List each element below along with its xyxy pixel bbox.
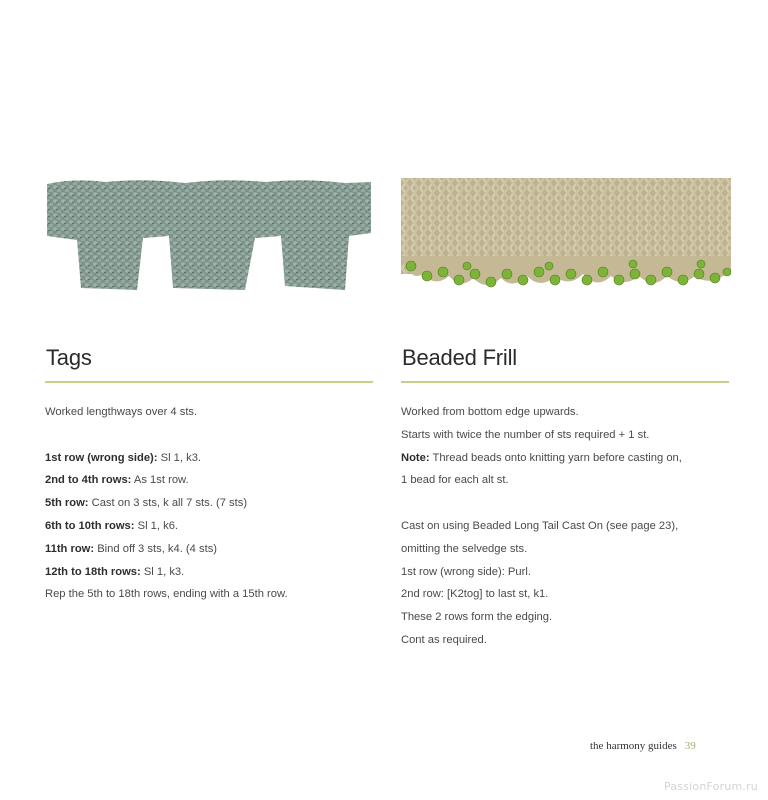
instruction-line bbox=[401, 606, 731, 629]
instruction-line bbox=[45, 561, 375, 584]
tags-edging-photo bbox=[45, 178, 372, 296]
instruction-line bbox=[45, 538, 375, 561]
instruction-line bbox=[45, 469, 375, 492]
row-text: Sl 1, k6. bbox=[134, 519, 179, 532]
instructions bbox=[401, 401, 731, 652]
instruction-line bbox=[45, 447, 375, 470]
instruction-line bbox=[401, 629, 731, 652]
row-text: As 1st row. bbox=[131, 474, 189, 487]
section-beaded-frill bbox=[401, 343, 731, 652]
row-text: Starts with twice the number of sts required + 1 st. bbox=[401, 428, 650, 441]
instruction-line bbox=[45, 515, 375, 538]
book-title: the harmony guides bbox=[590, 740, 677, 752]
row-label: 12th to 18th rows: bbox=[45, 565, 141, 578]
row-text: 1 bead for each alt st. bbox=[401, 474, 509, 487]
section-title: Tags bbox=[46, 345, 92, 370]
instructions bbox=[45, 401, 375, 606]
row-text: Worked lengthways over 4 sts. bbox=[45, 406, 198, 418]
page-number: 39 bbox=[684, 740, 696, 752]
row-label: 2nd to 4th rows: bbox=[45, 474, 132, 487]
instruction-line bbox=[401, 447, 731, 470]
spacer bbox=[401, 492, 731, 515]
row-text: 1st row (wrong side): Purl. bbox=[401, 565, 531, 578]
page-footer bbox=[590, 740, 696, 752]
row-text: These 2 rows form the edging. bbox=[401, 611, 553, 624]
title-rule bbox=[401, 381, 729, 383]
watermark: PassionForum.ru bbox=[664, 780, 758, 793]
instruction-line bbox=[45, 492, 375, 515]
title-rule bbox=[45, 381, 373, 383]
instruction-line bbox=[45, 401, 375, 424]
instruction-line bbox=[401, 583, 731, 606]
row-text: Bind off 3 sts, k4. (4 sts) bbox=[94, 542, 218, 555]
row-text: Rep the 5th to 18th rows, ending with a 15th row. bbox=[45, 588, 288, 601]
instruction-line bbox=[401, 561, 731, 584]
section-title: Beaded Frill bbox=[402, 345, 517, 370]
spacer bbox=[45, 424, 375, 447]
instruction-line bbox=[401, 538, 731, 561]
row-text: Sl 1, k3. bbox=[140, 565, 185, 578]
instruction-line bbox=[45, 583, 375, 606]
beaded-frill-edging-photo bbox=[401, 178, 731, 296]
instruction-line bbox=[401, 469, 731, 492]
row-text: 2nd row: [K2tog] to last st, k1. bbox=[401, 588, 549, 601]
row-label: 5th row: bbox=[45, 497, 89, 510]
row-label: Note: bbox=[401, 451, 430, 464]
section-tags bbox=[45, 343, 375, 606]
row-label: 1st row (wrong side): bbox=[45, 451, 158, 464]
instruction-line bbox=[401, 515, 731, 538]
instruction-line bbox=[401, 424, 731, 447]
row-label: 6th to 10th rows: bbox=[45, 519, 135, 532]
row-text: Worked from bottom edge upwards. bbox=[401, 406, 579, 418]
row-label: 11th row: bbox=[45, 542, 95, 555]
row-text: Cast on using Beaded Long Tail Cast On (see page 23), bbox=[401, 519, 679, 532]
row-text: Thread beads onto knitting yarn before casting on, bbox=[429, 451, 682, 464]
instruction-line bbox=[401, 401, 731, 424]
row-text: Cast on 3 sts, k all 7 sts. (7 sts) bbox=[88, 497, 248, 510]
row-text: Sl 1, k3. bbox=[157, 451, 202, 464]
row-text: omitting the selvedge sts. bbox=[401, 542, 528, 555]
row-text: Cont as required. bbox=[401, 633, 487, 646]
